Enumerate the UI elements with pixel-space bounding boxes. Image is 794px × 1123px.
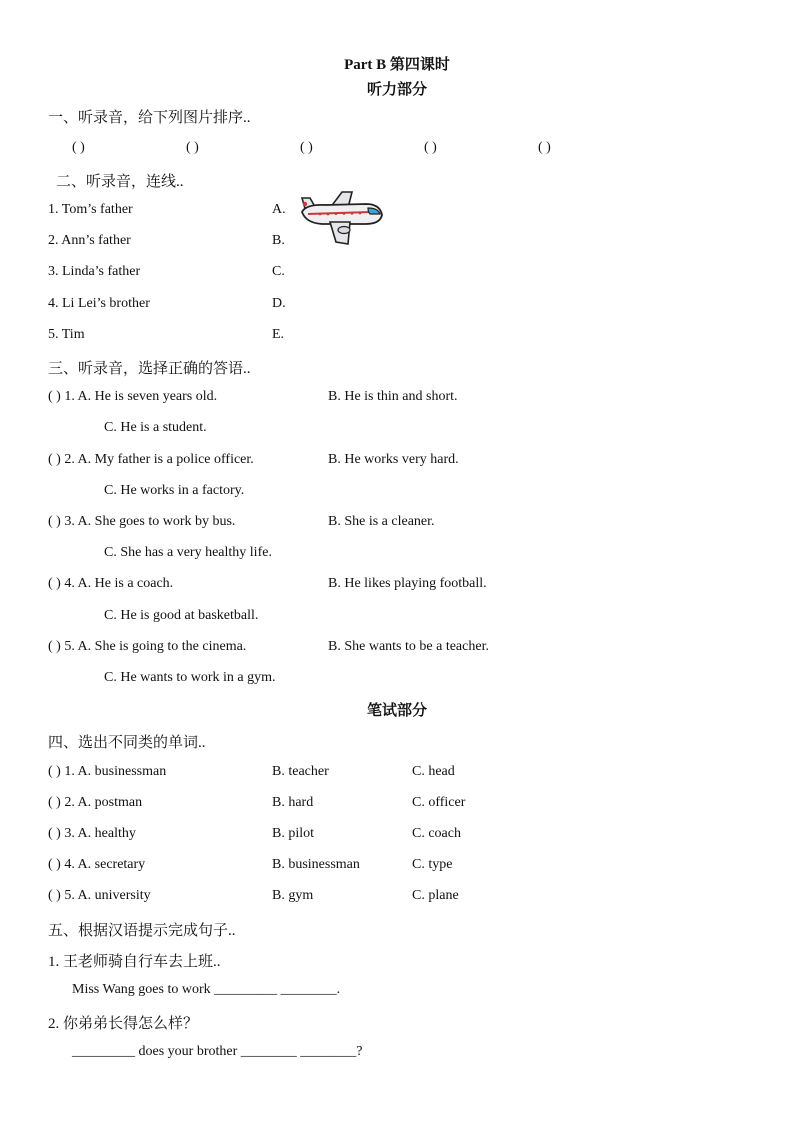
sentence-answer-line[interactable]: _________ does your brother ________ ________? [72, 1044, 363, 1059]
question-option-a: ( ) 2. A. My father is a police officer. [48, 452, 254, 467]
question-option-c: C. She has a very healthy life. [104, 545, 272, 560]
word-option-a: ( ) 2. A. postman [48, 795, 143, 810]
section5-heading: 五、根据汉语提示完成句子.. [48, 923, 236, 939]
question-option-b: B. She is a cleaner. [328, 514, 435, 529]
word-option-a: ( ) 5. A. university [48, 888, 151, 903]
match-person: 3. Linda’s father [48, 264, 141, 279]
question-option-b: B. He works very hard. [328, 452, 459, 467]
match-letter: E. [272, 327, 285, 342]
question-option-b: B. She wants to be a teacher. [328, 639, 489, 654]
word-option-b: B. businessman [272, 857, 360, 872]
section2-heading: 二、听录音，连线.. [56, 174, 184, 190]
word-option-a: ( ) 1. A. businessman [48, 764, 167, 779]
word-option-c: C. officer [412, 795, 466, 810]
word-option-c: C. plane [412, 888, 459, 903]
word-option-c: C. type [412, 857, 453, 872]
page-title: Part B 第四课时 [344, 57, 450, 73]
word-option-b: B. hard [272, 795, 314, 810]
match-letter: B. [272, 233, 285, 248]
sentence-answer-line[interactable]: Miss Wang goes to work _________ ________. [72, 982, 341, 997]
listening-section-title: 听力部分 [366, 82, 427, 98]
question-option-c: C. He is good at basketball. [104, 608, 259, 623]
order-blank[interactable]: ( ) [186, 140, 199, 155]
word-option-b: B. teacher [272, 764, 329, 779]
match-letter: C. [272, 264, 285, 279]
writing-section-title: 笔试部分 [366, 703, 427, 719]
question-option-a: ( ) 3. A. She goes to work by bus. [48, 514, 236, 529]
order-blank[interactable]: ( ) [72, 140, 85, 155]
question-option-b: B. He is thin and short. [328, 389, 458, 404]
word-option-a: ( ) 3. A. healthy [48, 826, 136, 841]
match-person: 2. Ann’s father [48, 233, 131, 248]
section3-heading: 三、听录音，选择正确的答语.. [48, 361, 251, 377]
match-person: 4. Li Lei’s brother [48, 296, 150, 311]
word-option-c: C. head [412, 764, 455, 779]
match-person: 5. Tim [48, 327, 85, 342]
question-option-b: B. He likes playing football. [328, 576, 487, 591]
sentence-prompt: 1. 王老师骑自行车去上班.. [48, 954, 221, 970]
section4-heading: 四、选出不同类的单词.. [48, 735, 206, 751]
word-option-b: B. gym [272, 888, 314, 903]
airplane-icon [296, 190, 384, 246]
match-letter: D. [272, 296, 286, 311]
question-option-c: C. He works in a factory. [104, 483, 245, 498]
question-option-a: ( ) 5. A. She is going to the cinema. [48, 639, 247, 654]
question-option-c: C. He wants to work in a gym. [104, 670, 276, 685]
question-option-a: ( ) 4. A. He is a coach. [48, 576, 174, 591]
word-option-c: C. coach [412, 826, 461, 841]
match-person: 1. Tom’s father [48, 202, 133, 217]
section1-heading: 一、听录音，给下列图片排序.. [48, 110, 251, 126]
question-option-a: ( ) 1. A. He is seven years old. [48, 389, 218, 404]
sentence-prompt: 2. 你弟弟长得怎么样？ [48, 1016, 199, 1032]
question-option-c: C. He is a student. [104, 420, 207, 435]
word-option-a: ( ) 4. A. secretary [48, 857, 146, 872]
word-option-b: B. pilot [272, 826, 315, 841]
match-letter: A. [272, 202, 286, 217]
order-blank[interactable]: ( ) [424, 140, 437, 155]
order-blank[interactable]: ( ) [538, 140, 551, 155]
order-blank[interactable]: ( ) [300, 140, 313, 155]
